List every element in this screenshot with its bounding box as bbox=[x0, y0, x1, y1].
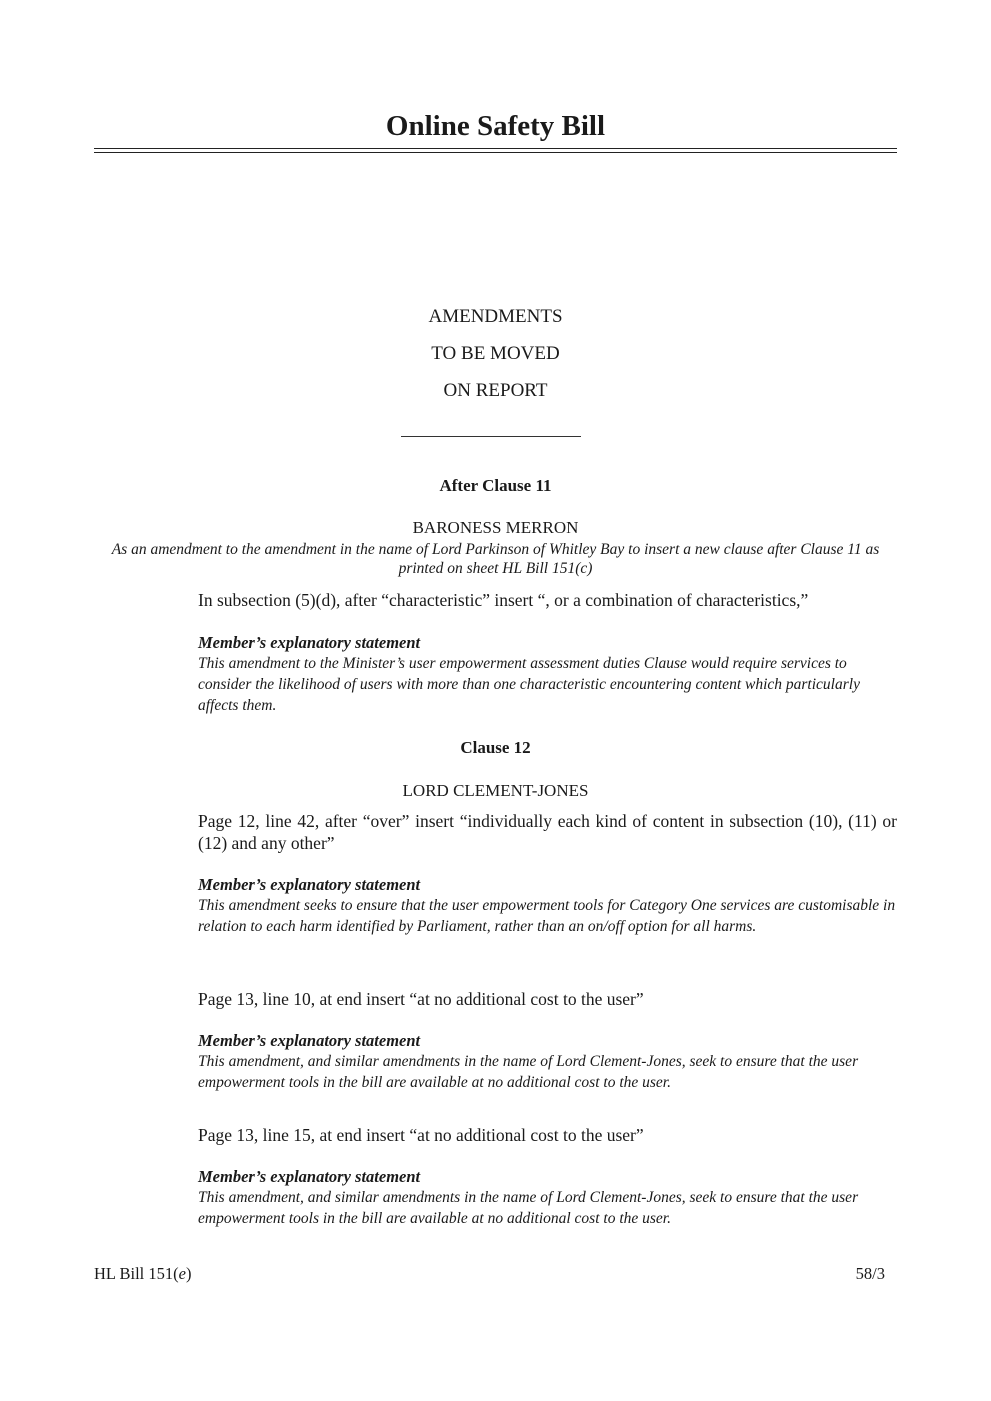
bill-number-close: ) bbox=[185, 1264, 192, 1283]
explanatory-statement-text: This amendment, and similar amendments in the name of Lord Clement-Jones, seek to ensure that the user empowerment tools in the bill are available at no additional cost to the user. bbox=[198, 1189, 859, 1227]
cover-line-to-be-moved: TO BE MOVED bbox=[431, 343, 560, 364]
explanatory-statement bbox=[198, 632, 897, 716]
explanatory-statement-label: Member’s explanatory statement bbox=[198, 875, 421, 894]
member-name: LORD CLEMENT-JONES bbox=[402, 781, 589, 800]
title-rule-top bbox=[94, 148, 897, 149]
cover-line-amendments: AMENDMENTS bbox=[428, 306, 563, 327]
explanatory-statement-text: This amendment, and similar amendments in the name of Lord Clement-Jones, seek to ensure that the user empowerment tools in the bill are available at no additional cost to the user. bbox=[198, 1053, 859, 1091]
cover-divider bbox=[401, 436, 581, 437]
bill-number-suffix: e bbox=[178, 1264, 186, 1283]
explanatory-statement-label: Member’s explanatory statement bbox=[198, 1167, 421, 1186]
explanatory-statement-text: This amendment to the Minister’s user empowerment assessment duties Clause would require services to consider the likelihood of users with more than one characteristic encountering content which particularly affects them. bbox=[198, 655, 860, 714]
bill-number bbox=[94, 1264, 191, 1284]
amendment-text: Page 12, line 42, after “over” insert “individually each kind of content in subsection (10), (11) or (12) and any other” bbox=[198, 811, 897, 853]
explanatory-statement bbox=[198, 1030, 897, 1093]
explanatory-statement-label: Member’s explanatory statement bbox=[198, 633, 421, 652]
page-reference: 58/3 bbox=[855, 1264, 885, 1283]
amendment-text: In subsection (5)(d), after “characteristic” insert “, or a combination of characteristics,” bbox=[198, 590, 809, 610]
bill-number-prefix: HL Bill 151( bbox=[94, 1264, 179, 1283]
amendment-note: As an amendment to the amendment in the name of Lord Parkinson of Whitley Bay to insert a new clause after Clause 11 as printed on sheet HL Bill 151(c) bbox=[111, 541, 880, 577]
amendment-text: Page 13, line 15, at end insert “at no additional cost to the user” bbox=[198, 1125, 644, 1145]
explanatory-statement bbox=[198, 1166, 897, 1229]
member-name: BARONESS MERRON bbox=[412, 518, 579, 537]
explanatory-statement-text: This amendment seeks to ensure that the user empowerment tools for Category One services are customisable in relation to each harm identified by Parliament, rather than an on/off option for all harms. bbox=[198, 897, 896, 935]
explanatory-statement-label: Member’s explanatory statement bbox=[198, 1031, 421, 1050]
amendment-text: Page 13, line 10, at end insert “at no additional cost to the user” bbox=[198, 989, 644, 1009]
cover-line-on-report: ON REPORT bbox=[443, 380, 548, 401]
section-heading-clause-12: Clause 12 bbox=[460, 738, 531, 757]
explanatory-statement bbox=[198, 874, 897, 937]
document-title: Online Safety Bill bbox=[385, 110, 606, 142]
title-rule-bottom bbox=[94, 152, 897, 153]
section-heading-after-clause-11: After Clause 11 bbox=[439, 476, 552, 495]
